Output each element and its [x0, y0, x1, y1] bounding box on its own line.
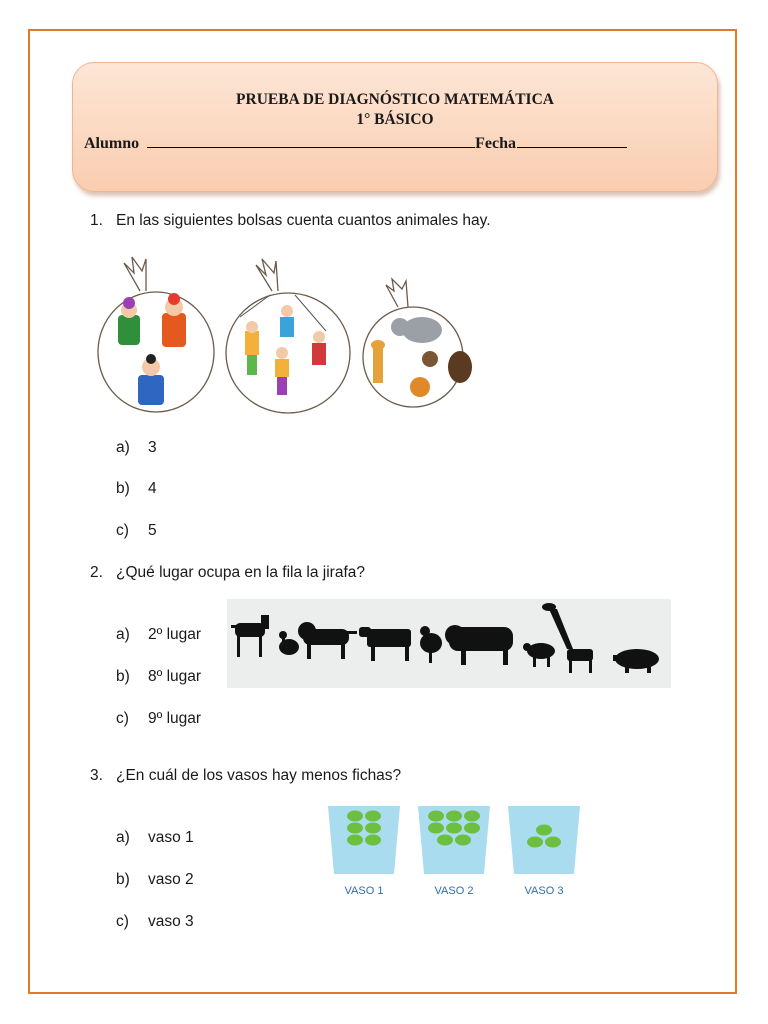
q1-option-b-text: 4 — [148, 480, 157, 497]
q1-option-c-text: 5 — [148, 522, 157, 539]
chip — [455, 835, 471, 846]
animal-row-image — [227, 599, 671, 688]
q3-option-a[interactable] — [116, 829, 194, 847]
q3-option-c[interactable] — [116, 913, 194, 931]
glass-cup — [328, 806, 400, 874]
student-name-field[interactable] — [147, 135, 475, 148]
chip — [464, 823, 480, 834]
glasses-image — [322, 800, 592, 904]
q1-option-c-letter: c) — [116, 522, 129, 539]
q1-option-a-letter: a) — [116, 439, 130, 456]
question-2-text: ¿Qué lugar ocupa en la fila la jirafa? — [116, 564, 366, 581]
q3-option-b-text: vaso 2 — [148, 871, 194, 888]
page-title: PRUEBA DE DIAGNÓSTICO MATEMÁTICA — [236, 91, 554, 108]
clown-figures — [118, 293, 186, 405]
page-subtitle: 1° BÁSICO — [356, 111, 434, 128]
chip — [365, 823, 381, 834]
q1-option-c[interactable] — [116, 522, 157, 540]
chip — [437, 835, 453, 846]
animal-figures — [371, 317, 472, 397]
chip — [545, 837, 561, 848]
student-label: Alumno — [84, 135, 140, 152]
q2-option-a[interactable] — [116, 626, 201, 644]
q1-option-b-letter: b) — [116, 480, 130, 497]
acrobat-figures — [240, 295, 326, 395]
q2-option-b[interactable] — [116, 668, 201, 686]
date-field[interactable] — [517, 135, 627, 148]
header-box — [72, 62, 718, 192]
chip — [428, 811, 444, 822]
question-1-text: En las siguientes bolsas cuenta cuantos animales hay. — [116, 212, 491, 229]
q3-option-c-letter: c) — [116, 913, 129, 930]
chip — [347, 811, 363, 822]
glass-label: VASO 1 — [344, 885, 384, 897]
question-2-number: 2. — [90, 564, 103, 581]
glass-label: VASO 3 — [524, 885, 564, 897]
glass-2 — [418, 806, 490, 897]
q3-option-a-text: vaso 1 — [148, 829, 194, 846]
glass-3 — [508, 806, 580, 897]
chip — [536, 825, 552, 836]
question-3-number: 3. — [90, 767, 103, 784]
q3-option-b[interactable] — [116, 871, 194, 889]
q2-option-b-letter: b) — [116, 668, 130, 685]
chip — [347, 823, 363, 834]
student-date-line — [84, 135, 627, 153]
q2-option-c-letter: c) — [116, 710, 129, 727]
glass-cup — [508, 806, 580, 874]
chip — [365, 811, 381, 822]
q2-option-c[interactable] — [116, 710, 201, 728]
q3-option-b-letter: b) — [116, 871, 130, 888]
chip — [428, 823, 444, 834]
chip — [464, 811, 480, 822]
chip — [365, 835, 381, 846]
question-3-text: ¿En cuál de los vasos hay menos fichas? — [116, 767, 402, 784]
chip — [347, 835, 363, 846]
chip — [446, 811, 462, 822]
q2-option-c-text: 9º lugar — [148, 710, 202, 727]
q2-option-a-text: 2º lugar — [148, 626, 202, 643]
q1-option-a-text: 3 — [148, 439, 157, 456]
question-3 — [90, 767, 401, 785]
q3-option-a-letter: a) — [116, 829, 130, 846]
bags-illustration — [90, 255, 500, 417]
q2-option-b-text: 8º lugar — [148, 668, 202, 685]
glass-label: VASO 2 — [434, 885, 474, 897]
q3-option-c-text: vaso 3 — [148, 913, 194, 930]
question-2 — [90, 564, 365, 582]
question-1-number: 1. — [90, 212, 103, 229]
chip — [527, 837, 543, 848]
date-label: Fecha — [475, 135, 516, 152]
q1-option-a[interactable] — [116, 439, 157, 457]
q2-option-a-letter: a) — [116, 626, 130, 643]
chip — [446, 823, 462, 834]
glass-1 — [328, 806, 400, 897]
question-1 — [90, 212, 491, 230]
q1-option-b[interactable] — [116, 480, 157, 498]
